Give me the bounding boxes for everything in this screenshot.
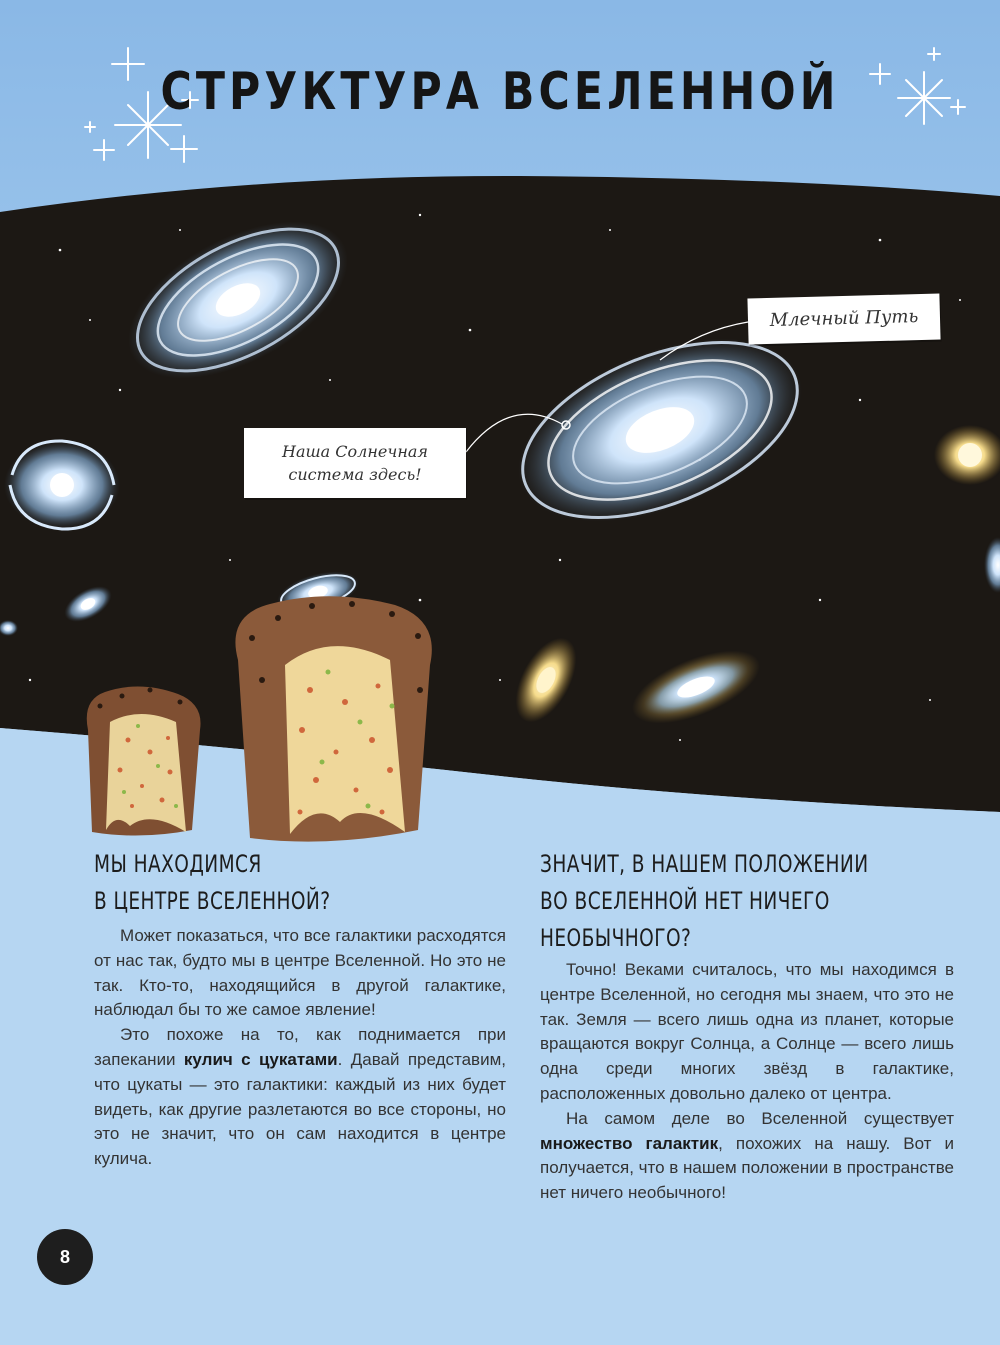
right-heading-line2: ВО ВСЕЛЕННОЙ НЕТ НИЧЕГО [540,887,830,915]
left-body-text [94,924,506,1172]
right-p2-bold: множество галактик [540,1133,719,1153]
kulich-large-illustration [235,596,431,841]
right-body-text [540,958,954,1206]
label-solar-system-line2: система здесь! [288,465,422,485]
page-title: СТРУКТУРА ВСЕЛЕННОЙ [160,62,840,122]
left-heading-line2: В ЦЕНТРЕ ВСЕЛЕННОЙ? [94,887,331,915]
left-paragraph-1: Может показаться, что все галактики расходятся от нас так, будто мы в центре Вселенной. Но это не так. Кто-то, находящийся в другой галактике, наблюдал бы то же самое явление! [94,926,506,1020]
page-number-badge: 8 [37,1229,93,1285]
right-heading-line1: ЗНАЧИТ, В НАШЕМ ПОЛОЖЕНИИ [540,850,869,878]
left-heading [94,846,472,920]
right-paragraph-1: Точно! Веками считалось, что мы находимся в центре Вселенной, но сегодня мы знаем, что это не так. Земля — всего лишь одна из планет, которые вращаются вокруг Солнца, а Солнце — всего лишь одна среди многих звёзд в галактике, расположенных довольно далеко от центра. [540,960,954,1103]
spiral-galaxy-left [4,441,120,529]
right-heading-line3: НЕОБЫЧНОГО? [540,924,692,952]
left-p2-text-after: . Давай представим, что цукаты — это галактики: каждый из них будет видеть, как другие разлетаются во все стороны, но это не значит, что он сам находится в центре кулича. [94,1049,506,1169]
label-solar-system-line1: Наша Солнечная [282,442,428,461]
label-solar-system [244,428,466,498]
right-heading [540,846,918,957]
left-p2-bold: кулич с цукатами [183,1049,338,1069]
left-p2-text-before: Это похоже на то, как поднимается при запекании [94,1025,506,1069]
kulich-small-illustration [87,686,201,835]
right-paragraph-2 [540,1107,954,1206]
right-p2-text-before: На самом деле во Вселенной существует [566,1108,954,1128]
label-milky-way: Млечный Путь [747,293,940,344]
right-p2-text-after: , похожих на нашу. Вот и получается, что в нашем положении в пространстве нет ничего необычного! [540,1133,955,1203]
left-heading-line1: МЫ НАХОДИМСЯ [94,850,262,878]
left-paragraph-2 [94,1023,506,1172]
